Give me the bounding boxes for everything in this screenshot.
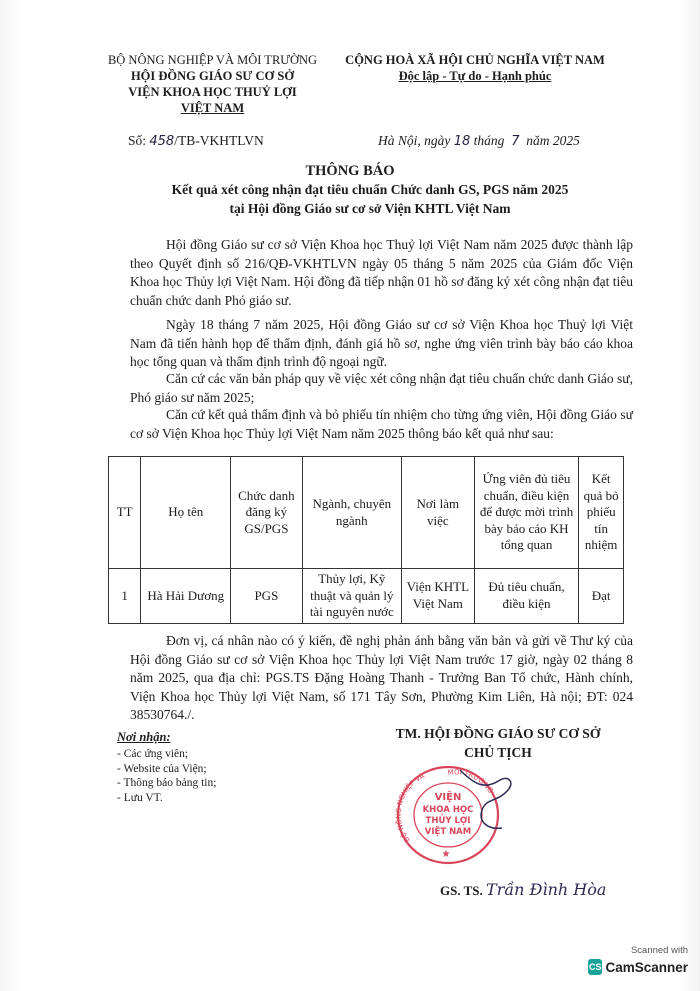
paragraph-legal-basis: Căn cứ các văn bản pháp quy về việc xét công nhận đạt tiêu chuẩn chức danh Giáo sư, Phó giáo sư năm 2025; [130,371,633,405]
header-cell-title: Chức danh đăng ký GS/PGS [231,457,303,569]
signer-name: Trần Đình Hòa [486,880,607,899]
cell-vote: Đạt [579,569,624,624]
cell-name: Hà Hải Dương [141,569,231,624]
scanned-with-label: Scanned with [630,945,688,956]
list-item: - Lưu VT. [117,791,163,804]
cell-title: PGS [231,569,303,624]
handwritten-month: 7 [511,134,520,149]
document-subtitle: Kết quả xét công nhận đạt tiêu chuẩn Chức danh GS, PGS năm 2025 tại Hội đồng Giáo sư cơ sở Viện KHTL Việt Nam [171,182,569,216]
results-table [108,456,624,624]
header-cell-vote: Kết quả bỏ phiếu tín nhiệm [579,457,624,569]
issuing-agency-header [100,52,325,116]
document-title: THÔNG BÁO [305,163,395,179]
seal-text-line: THỦY LỢI [425,816,471,826]
seal-text-line: KHOA HỌC [422,805,474,815]
institute-country: VIỆT NAM [180,101,245,115]
signer-title: GS. TS. [440,883,483,898]
seal-ring-right: MÔI TRƯỜNG [447,768,495,795]
camscanner-watermark [588,945,688,983]
list-item: - Thông báo bảng tin; [117,777,217,789]
camscanner-brand: CamScanner [605,959,688,975]
paragraph-establishment: Hội đồng Giáo sư cơ sở Viện Khoa học Thuỷ lợi Việt Nam năm 2025 được thành lập theo Quyết định số 216/QĐ-VKHTLVN ngày 05 tháng 5 năm 2025 của Giám đốc Viện Khoa học Thủy lợi Việt Nam. Hội đồng đã tiếp nhận 01 hồ sơ đăng ký xét công nhận đạt tiêu chuẩn chức danh Phó giáo sư. [130,237,633,308]
signature-role: CHỦ TỊCH [464,745,532,760]
official-seal-stamp [390,760,530,870]
svg-text:BỘ NÔNG NGHIỆP VÀ [394,771,426,844]
list-item: - Website của Viện; [117,762,207,775]
seal-text-line: VIỆN [434,792,462,803]
recipients-list [117,747,216,805]
signer [440,880,606,899]
national-motto: Độc lập - Tự do - Hạnh phúc [398,69,552,83]
cell-workplace: Viện KHTL Việt Nam [401,569,474,624]
handwritten-day: 18 [453,134,471,149]
paragraph-results-intro: Căn cứ kết quả thẩm định và bỏ phiếu tín nhiệm cho từng ứng viên, Hội đồng Giáo sư cơ sở Viện Khoa học Thủy lợi Việt Nam năm 2025 thông báo kết quả như sau: [130,407,633,441]
header-cell-name: Họ tên [141,457,231,569]
handwritten-number: 458 [149,134,175,149]
cell-field: Thủy lợi, Kỹ thuật và quản lý tài nguyên nước [302,569,401,624]
header-cell-tt: TT [109,457,141,569]
camscanner-logo-icon: CS [588,959,602,975]
list-item: - Các ứng viên; [117,748,189,760]
signature-organization: TM. HỘI ĐỒNG GIÁO SƯ CƠ SỞ [395,726,601,741]
recipients-title: Nơi nhận: [117,730,171,744]
national-motto-header [340,52,610,84]
seal-star-icon: ★ [441,849,451,860]
cell-eligible: Đủ tiêu chuẩn, điều kiện [474,569,579,624]
cell-tt: 1 [109,569,141,624]
seal-ring-left: BỘ NÔNG NGHIỆP VÀ [394,772,426,844]
ministry-name: BỘ NÔNG NGHIỆP VÀ MÔI TRƯỜNG [107,53,318,67]
document-number: Số: 458/TB-VKHTLVN [128,133,264,149]
paragraph-feedback: Đơn vị, cá nhân nào có ý kiến, đề nghị phản ánh bằng văn bản và gửi về Thư ký của Hội đồng Giáo sư cơ sở Viện Khoa học Thủy lợi Việt Nam trước 17 giờ, ngày 02 tháng 8 năm 2025, qua địa chỉ: PGS.TS Đặng Hoàng Thanh - Trưởng Ban Tổ chức, Hành chính, Viện Khoa học Thủy lợi Việt Nam, số 171 Tây Sơn, Phường Kim Liên, Hà nội; ĐT: 024 38530764./. [130,633,633,722]
paragraph-meeting: Ngày 18 tháng 7 năm 2025, Hội đồng Giáo sư cơ sở Viện Khoa học Thuỷ lợi Việt Nam đã tiến hành họp để thẩm định, đánh giá hồ sơ, nghe ứng viên trình bày báo cáo khoa học tổng quan và thẩm định trình độ ngoại ngữ. [130,317,633,369]
header-cell-field: Ngành, chuyên ngành [302,457,401,569]
table-header-row [109,457,624,569]
table-row [109,569,624,624]
header-cell-workplace: Nơi làm việc [401,457,474,569]
seal-text-line: VIỆT NAM [424,827,472,837]
country-name: CỘNG HOÀ XÃ HỘI CHỦ NGHĨA VIỆT NAM [345,53,605,67]
institute-name: VIỆN KHOA HỌC THUỶ LỢI [128,85,297,99]
issue-date: Hà Nội, ngày 18 tháng 7 năm 2025 [378,133,580,149]
header-cell-eligible: Ứng viên đủ tiêu chuẩn, điều kiện để được mời trình bày báo cáo KH tổng quan [474,457,579,569]
council-name: HỘI ĐỒNG GIÁO SƯ CƠ SỞ [130,69,295,83]
